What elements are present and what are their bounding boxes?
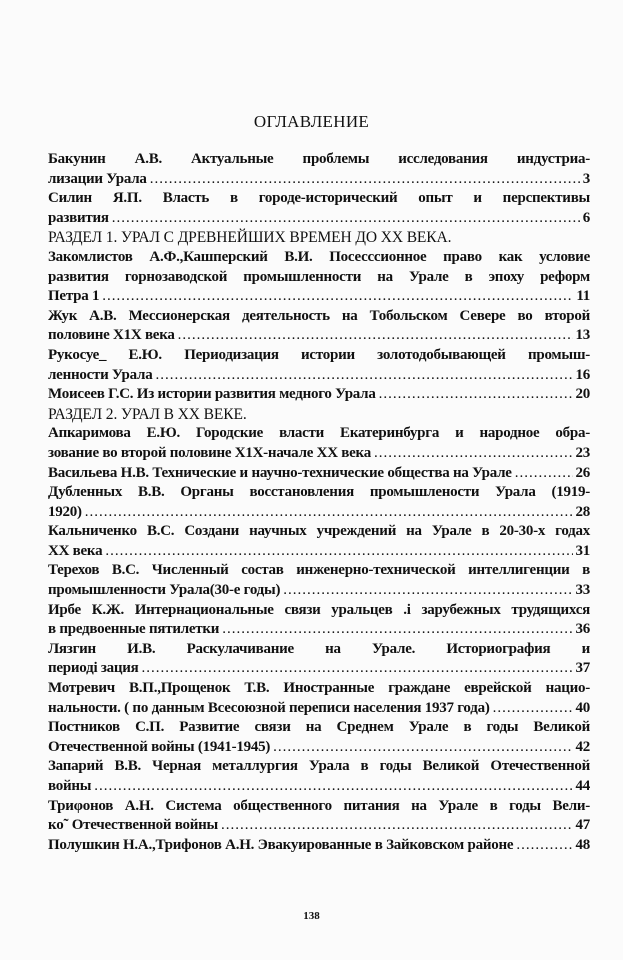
toc-page-number: 47 [575,817,590,834]
dot-leader [102,287,573,307]
toc-entry-last-line [48,503,590,523]
toc-entry-last-line [48,738,590,758]
toc-page-number: 3 [582,170,590,187]
toc-page-number: 33 [575,582,590,599]
toc-entry-text: развития [48,209,109,226]
section-heading: РАЗДЕЛ 1. УРАЛ С ДРЕВНЕЙШИХ ВРЕМЕН ДО ХХ ВЕКА. [48,229,452,247]
toc-entry-line: Закомлистов А.Ф.,Кашперский В.И. Посесссионное право как условие [48,248,590,265]
toc-entry[interactable] [48,561,590,600]
toc-entry[interactable] [48,718,590,757]
toc-entry[interactable] [48,307,590,346]
dot-leader [374,444,573,464]
toc-entry[interactable] [48,424,590,463]
toc-entry-line: развития горнозаводской промышленности на Урале в эпоху реформ [48,268,590,285]
toc-page-number: 28 [575,503,590,520]
dot-leader [222,620,572,640]
toc-page-number: 13 [575,327,590,344]
toc-page-number: 44 [575,778,590,794]
toc-entry-line: Силин Я.П. Власть в городе-исторический опыт и перспективы [48,190,590,207]
toc-entry-line: Ирбе К.Ж. Интернациональные связи уральцев .і зарубежных трудящихся [48,601,590,618]
dot-leader [150,170,580,190]
toc-entry-line: Мотревич В.П.,Прощенок Т.В. Иностранные граждане еврейской нацио- [48,680,590,697]
dot-leader [105,542,572,562]
toc-entry[interactable] [48,346,590,385]
toc-entry-text: в предвоенные пятилетки [48,621,220,638]
toc-entry-line: Дубленных В.В. Органы восстановления промышлености Урала (1919- [48,484,590,501]
toc-page-number: 37 [575,660,590,677]
toc-entry[interactable] [48,522,590,561]
toc-page-number: 6 [582,209,590,226]
toc-title: ОГЛАВЛЕНИЕ [253,112,370,131]
toc-page-number: 23 [575,444,590,461]
toc-page-number: 20 [575,386,590,403]
toc-entry-text: ХХ века [48,542,103,559]
table-of-contents [48,150,590,855]
toc-entry-line: Триφонов А.Н. Система общественного питания на Урале в годы Вели- [48,797,590,814]
dot-leader [283,581,572,601]
section-heading: РАЗДЕЛ 2. УРАЛ В ХХ ВЕКЕ. [48,405,247,423]
toc-entry[interactable] [48,385,590,405]
toc-entry[interactable] [48,248,590,307]
dot-leader [516,836,572,856]
toc-page-number: 26 [575,464,590,481]
toc-entry-text: промышленности Урала(30-е годы) [48,582,281,599]
toc-entry[interactable] [48,640,590,679]
toc-entry-last-line [48,699,590,719]
toc-entry-last-line [48,659,590,679]
toc-entry-line: Постников С.П. Развитие связи на Среднем Урале в годы Великой [48,719,590,736]
toc-page-number: 16 [575,366,590,383]
toc-entry[interactable] [48,483,590,522]
dot-leader [379,385,573,405]
dot-leader [273,738,572,758]
dot-leader [178,326,573,346]
toc-entry-line: Кальниченко В.С. Создани научных учреждений на Урале в 20-30-х годах [48,523,590,540]
toc-entry-text: периоді зация [48,660,139,677]
toc-entry-last-line [48,366,590,386]
toc-entry-text: ко˜ Отечественной войны [48,817,219,834]
toc-entry-last-line [48,581,590,601]
dot-leader [155,366,572,386]
toc-entry-line: Запарий В.В. Черная металлургия Урала в годы Великой Отечественной [48,758,590,775]
toc-entry-text: Петра 1 [48,288,100,305]
dot-leader [493,699,573,719]
dot-leader [112,209,580,229]
dot-leader [85,503,573,523]
toc-entry-line: Бакунин А.В. Актуальные проблемы исследования индустриа- [48,151,590,167]
toc-entry-text: 1920) [48,503,82,520]
toc-entry-last-line [48,170,590,190]
toc-entry-text: Моисеев Г.С. Из истории развития медного Урала [48,386,376,403]
dot-leader [94,777,572,797]
dot-leader [142,659,573,679]
toc-entry[interactable] [48,150,590,189]
toc-page-number: 31 [575,542,590,559]
toc-entry-last-line [48,464,590,484]
toc-entry[interactable] [48,464,590,484]
dot-leader [221,816,572,836]
toc-entry-text: нальности. ( по данным Всесоюзной переписи населения 1937 года) [48,699,490,716]
toc-entry-line: Жук А.В. Мессионерская деятельность на Тобольском Севере во второй [48,307,590,324]
toc-entry-line: Терехов В.С. Численный состав инженерно-технической интеллигенции в [48,562,590,579]
toc-entry-text: лизации Урала [48,170,147,187]
toc-entry-last-line [48,777,590,797]
toc-page-number: 11 [576,288,590,305]
toc-entry-line: Лязгин И.В. Раскулачивание на Урале. Историография и [48,640,590,657]
toc-entry-text: войны [48,778,92,794]
toc-entry-last-line [48,542,590,562]
toc-entry-last-line [48,836,590,856]
dot-leader [515,464,573,484]
toc-entry[interactable] [48,836,590,856]
toc-entry-last-line [48,287,590,307]
page-number: 138 [303,910,320,922]
toc-entry-text: Отечественной войны (1941-1945) [48,738,271,755]
toc-entry-text: ленности Урала [48,366,153,383]
toc-entry[interactable] [48,189,590,228]
toc-entry[interactable] [48,601,590,640]
toc-entry-text: Полушкин Н.А.,Трифонов А.Н. Эвакуированные в Зайковском районе [48,836,514,853]
toc-entry-last-line [48,385,590,405]
toc-entry-last-line [48,444,590,464]
toc-entry-text: зование во второй половине Х1Х-начале ХХ века [48,444,371,461]
toc-entry-last-line [48,326,590,346]
toc-entry[interactable] [48,757,590,796]
toc-entry-line: Апкаримова Е.Ю. Городские власти Екатеринбурга и народное обра- [48,425,590,442]
toc-page-number: 42 [575,738,590,755]
toc-entry-last-line [48,816,590,836]
toc-page-number: 48 [575,836,590,853]
toc-entry-text: половине Х1Х века [48,327,175,344]
toc-entry-line: Рукосуе_ Е.Ю. Периодизация истории золотодобывающей промыш- [48,346,590,363]
toc-entry-last-line [48,620,590,640]
toc-entry-last-line [48,209,590,229]
toc-entry[interactable] [48,679,590,718]
toc-entry[interactable] [48,797,590,836]
toc-page-number: 36 [575,621,590,638]
toc-entry-text: Васильева Н.В. Технические и научно-технические общества на Урале [48,464,512,481]
toc-page-number: 40 [575,699,590,716]
